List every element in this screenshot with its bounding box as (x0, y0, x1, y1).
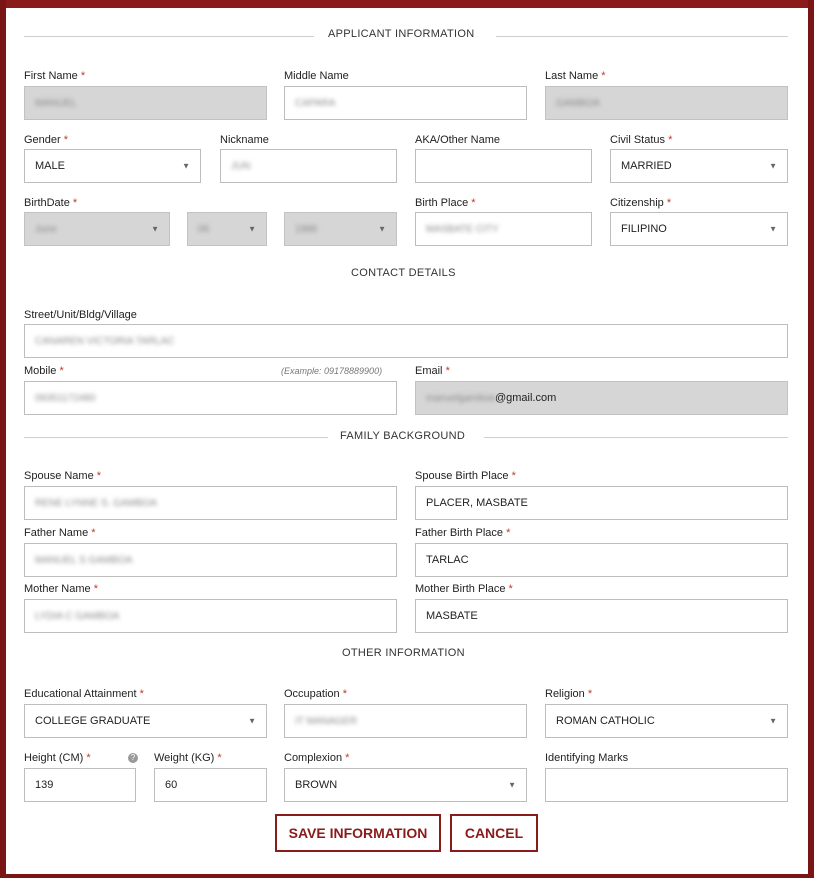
street-label: Street/Unit/Bldg/Village (24, 309, 137, 321)
citizenship-label: Citizenship * (610, 197, 672, 209)
birth-year-select: 1986 ▼ (284, 212, 397, 246)
mother-name-field[interactable]: LYDIA C GAMBOA (24, 599, 397, 633)
middle-name-field[interactable]: CAPARA (284, 86, 527, 120)
section-title-contact: CONTACT DETAILS (339, 267, 468, 279)
divider (496, 36, 788, 37)
street-field[interactable]: CANAREN VICTORIA TARLAC (24, 324, 788, 358)
email-label: Email * (415, 365, 450, 377)
save-information-button[interactable]: SAVE INFORMATION (275, 814, 441, 852)
birth-day-select: 06 ▼ (187, 212, 267, 246)
weight-label: Weight (KG) * (154, 752, 222, 764)
complexion-select[interactable]: BROWN ▼ (284, 768, 527, 802)
window-right-border (808, 0, 814, 878)
education-label: Educational Attainment * (24, 688, 144, 700)
mobile-label: Mobile * (24, 365, 64, 377)
section-title-applicant: APPLICANT INFORMATION (316, 28, 486, 40)
complexion-label: Complexion * (284, 752, 350, 764)
cancel-button[interactable]: CANCEL (450, 814, 538, 852)
mother-birth-place-field[interactable]: MASBATE (415, 599, 788, 633)
chevron-down-icon: ▼ (378, 224, 386, 234)
last-name-field: GAMBOA (545, 86, 788, 120)
spouse-name-field[interactable]: RENE LYNNE S. GAMBOA (24, 486, 397, 520)
birthdate-label: BirthDate * (24, 197, 78, 209)
occupation-field[interactable]: IT MANAGER (284, 704, 527, 738)
gender-select[interactable]: MALE ▼ (24, 149, 201, 183)
aka-label: AKA/Other Name (415, 134, 500, 146)
first-name-field: MANUEL (24, 86, 267, 120)
divider (484, 437, 788, 438)
birth-place-label: Birth Place * (415, 197, 476, 209)
aka-field[interactable] (415, 149, 592, 183)
chevron-down-icon: ▼ (151, 224, 159, 234)
spouse-birth-place-field[interactable]: PLACER, MASBATE (415, 486, 788, 520)
spouse-name-label: Spouse Name * (24, 470, 102, 482)
window-bottom-border (0, 874, 814, 878)
chevron-down-icon: ▼ (182, 161, 190, 171)
citizenship-select[interactable]: FILIPINO ▼ (610, 212, 788, 246)
nickname-field[interactable]: JUN (220, 149, 397, 183)
email-field: manuelgamboa @gmail.com (415, 381, 788, 415)
mother-name-label: Mother Name * (24, 583, 98, 595)
religion-select[interactable]: ROMAN CATHOLIC ▼ (545, 704, 788, 738)
chevron-down-icon: ▼ (248, 716, 256, 726)
chevron-down-icon: ▼ (769, 224, 777, 234)
height-field[interactable]: 139 (24, 768, 136, 802)
last-name-label: Last Name * (545, 70, 606, 82)
father-birth-place-label: Father Birth Place * (415, 527, 511, 539)
chevron-down-icon: ▼ (769, 161, 777, 171)
birth-month-select: June ▼ (24, 212, 170, 246)
height-label: Height (CM) * (24, 752, 91, 764)
mother-birth-place-label: Mother Birth Place * (415, 583, 513, 595)
identifying-marks-field[interactable] (545, 768, 788, 802)
chevron-down-icon: ▼ (248, 224, 256, 234)
first-name-label: First Name * (24, 70, 86, 82)
birth-place-field[interactable]: MASBATE CITY (415, 212, 592, 246)
father-name-label: Father Name * (24, 527, 96, 539)
father-birth-place-field[interactable]: TARLAC (415, 543, 788, 577)
divider (24, 437, 328, 438)
section-title-other: OTHER INFORMATION (330, 647, 477, 659)
civil-status-label: Civil Status * (610, 134, 673, 146)
window-left-border (0, 0, 6, 878)
education-select[interactable]: COLLEGE GRADUATE ▼ (24, 704, 267, 738)
occupation-label: Occupation * (284, 688, 347, 700)
spouse-birth-place-label: Spouse Birth Place * (415, 470, 516, 482)
chevron-down-icon: ▼ (769, 716, 777, 726)
chevron-down-icon: ▼ (508, 780, 516, 790)
help-icon[interactable]: ? (128, 753, 138, 763)
identifying-marks-label: Identifying Marks (545, 752, 629, 764)
religion-label: Religion * (545, 688, 593, 700)
father-name-field[interactable]: MANUEL S GAMBOA (24, 543, 397, 577)
gender-label: Gender * (24, 134, 69, 146)
middle-name-label: Middle Name (284, 70, 349, 82)
divider (24, 36, 314, 37)
weight-field[interactable]: 60 (154, 768, 267, 802)
mobile-hint: (Example: 09178889900) (281, 366, 383, 376)
civil-status-select[interactable]: MARRIED ▼ (610, 149, 788, 183)
nickname-label: Nickname (220, 134, 269, 146)
mobile-field[interactable]: 09351172480 (24, 381, 397, 415)
section-title-family: FAMILY BACKGROUND (328, 430, 477, 442)
window-top-border (0, 0, 814, 8)
